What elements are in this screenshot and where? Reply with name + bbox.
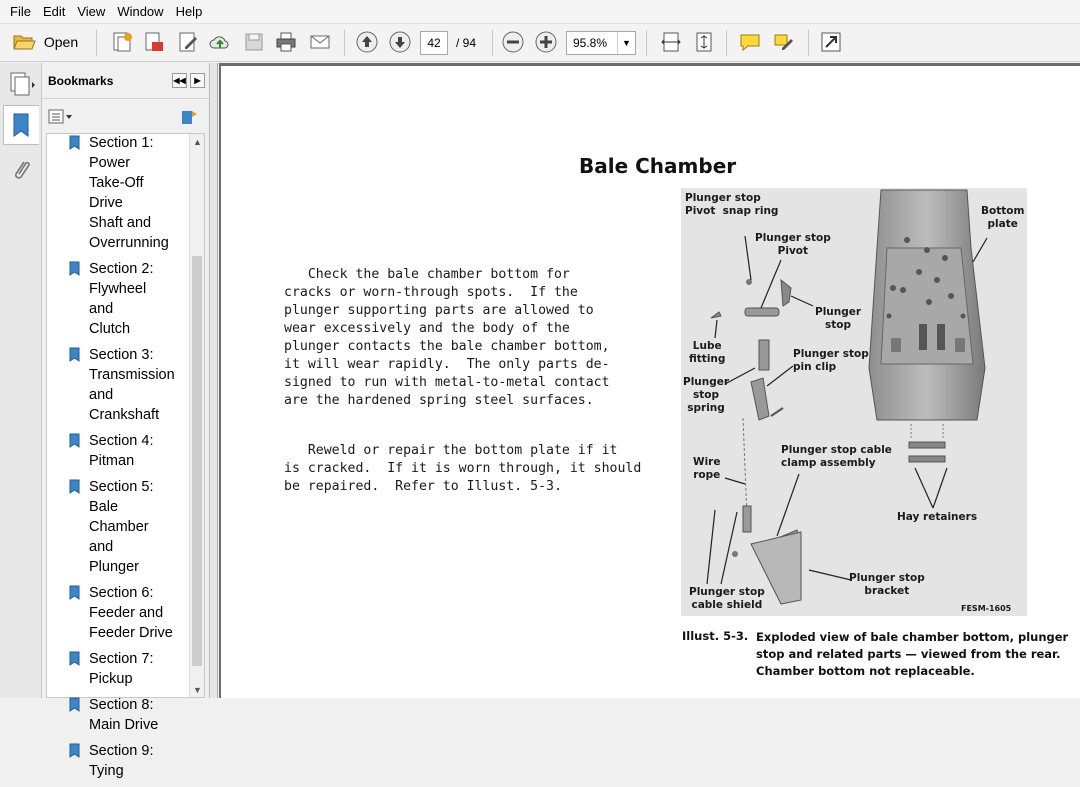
bookmark-list: [46, 133, 205, 779]
comment-button[interactable]: [736, 29, 764, 55]
label-bottom-plate: Bottom plate: [981, 205, 1025, 230]
zoom-in-button[interactable]: [532, 29, 560, 55]
bookmark-icon: [69, 347, 81, 362]
plus-circle-icon: [534, 30, 558, 54]
menu-edit[interactable]: Edit: [42, 4, 66, 19]
bookmark-item[interactable]: [47, 741, 190, 781]
edit-button[interactable]: [174, 29, 202, 55]
page-number-input[interactable]: 42: [420, 31, 448, 55]
save-button[interactable]: [240, 29, 268, 55]
bookmark-item[interactable]: [47, 695, 190, 735]
label-plunger-stop: Plunger stop: [815, 306, 862, 331]
document-page: [221, 66, 1080, 698]
bookmark-label: Section 3: Transmission and Crankshaft: [89, 347, 175, 423]
panel-splitter[interactable]: [210, 63, 218, 698]
bookmark-icon: [69, 697, 81, 712]
save-disk-icon: [242, 30, 266, 54]
expand-bookmark-icon[interactable]: [180, 108, 200, 126]
label-cable-shield: Plunger stop cable shield: [689, 586, 765, 611]
scroll-down-icon[interactable]: ▼: [193, 685, 202, 695]
speech-bubble-icon: [738, 30, 762, 54]
exploded-view-illustration: [681, 188, 1027, 616]
edit-pencil-icon: [176, 30, 200, 54]
previous-page-button[interactable]: [353, 29, 381, 55]
toolbar: [0, 24, 1080, 62]
bookmark-icon: [69, 651, 81, 666]
bookmark-label: Section 6: Feeder and Feeder Drive: [89, 585, 173, 641]
zoom-level-select[interactable]: [566, 31, 636, 55]
create-pdf-icon: [110, 30, 134, 54]
pdf-export-button[interactable]: [140, 29, 168, 55]
bookmark-scrollbar[interactable]: [189, 134, 204, 697]
toolbar-separator: [344, 30, 345, 56]
close-panel-button[interactable]: ▶: [190, 73, 205, 88]
label-snap-ring: Plunger stop Pivot snap ring: [685, 192, 779, 217]
bale-chamber-drawing: [681, 188, 1027, 616]
document-view: [219, 63, 1080, 698]
zoom-out-button[interactable]: [499, 29, 527, 55]
arrow-down-circle-icon: [388, 30, 412, 54]
next-page-button[interactable]: [386, 29, 414, 55]
menu-help[interactable]: Help: [175, 4, 203, 19]
bookmarks-tab-button[interactable]: [3, 105, 39, 145]
page-total: / 94: [456, 36, 477, 50]
label-cable-clamp: Plunger stop cable clamp assembly: [781, 444, 892, 469]
page-thumbnails-button[interactable]: [8, 69, 36, 99]
print-button[interactable]: [272, 29, 300, 55]
bookmark-ribbon-icon: [4, 106, 38, 144]
figure-code: FESM-1605: [961, 604, 1012, 613]
label-pin-clip: Plunger stop pin clip: [793, 348, 869, 373]
figure-caption: Exploded view of bale chamber bottom, plunger stop and related parts — viewed from the rear. Chamber bottom not replaceable.: [756, 630, 1069, 678]
highlight-button[interactable]: [770, 29, 798, 55]
zoom-level-value: 95.8%: [573, 36, 608, 50]
page-title: Bale Chamber: [579, 154, 737, 178]
bookmark-label: Section 8: Main Drive: [89, 697, 159, 733]
toolbar-separator: [726, 30, 727, 56]
expand-icon: [819, 30, 843, 54]
label-wire-rope: Wire rope: [693, 456, 721, 481]
bookmark-icon: [69, 433, 81, 448]
menu-bar: [0, 0, 1080, 24]
caption-number: Illust. 5-3.: [682, 629, 749, 643]
collapse-panel-button[interactable]: ◀◀: [172, 73, 187, 88]
bookmark-label: Section 9: Tying: [89, 743, 154, 779]
toolbar-separator: [96, 30, 97, 56]
navigation-rail: [0, 63, 42, 698]
open-button[interactable]: [6, 29, 84, 55]
bookmark-item[interactable]: [47, 259, 190, 339]
bookmarks-title: Bookmarks: [48, 73, 114, 88]
bookmark-item[interactable]: [47, 431, 190, 471]
upload-button[interactable]: [206, 29, 234, 55]
fit-width-button[interactable]: [657, 29, 685, 55]
fit-page-icon: [692, 30, 716, 54]
bookmarks-toolbar: [42, 103, 210, 131]
toolbar-separator: [646, 30, 647, 56]
bookmark-item[interactable]: [47, 477, 190, 577]
highlighter-icon: [772, 30, 796, 54]
fit-page-button[interactable]: [690, 29, 718, 55]
fit-width-icon: [659, 30, 683, 54]
bookmark-icon: [69, 479, 81, 494]
open-label: Open: [43, 34, 79, 50]
bookmark-icon: [69, 743, 81, 758]
scroll-up-icon[interactable]: ▲: [193, 137, 202, 147]
bookmark-label: Section 2: Flywheel and Clutch: [89, 261, 154, 337]
create-button[interactable]: [108, 29, 136, 55]
toolbar-separator: [492, 30, 493, 56]
bookmark-icon: [69, 135, 81, 150]
bookmark-item[interactable]: [47, 133, 190, 253]
attachments-button[interactable]: [9, 155, 33, 185]
envelope-icon: [308, 30, 332, 54]
cloud-upload-icon: [208, 30, 232, 54]
bookmark-item[interactable]: [47, 583, 190, 643]
printer-icon: [274, 30, 298, 54]
minus-circle-icon: [501, 30, 525, 54]
paperclip-icon: [9, 155, 33, 185]
scrollbar-thumb[interactable]: [192, 256, 202, 666]
arrow-up-circle-icon: [355, 30, 379, 54]
label-hay-retainers: Hay retainers: [897, 511, 978, 523]
email-button[interactable]: [306, 29, 334, 55]
bookmark-icon: [69, 261, 81, 276]
options-menu-icon[interactable]: [48, 109, 74, 125]
bookmark-label: Section 4: Pitman: [89, 433, 154, 469]
label-lube-fitting: Lube fitting: [689, 340, 726, 365]
pdf-document-icon: [142, 30, 166, 54]
bookmark-item[interactable]: [47, 345, 190, 425]
label-stop-spring: Plunger stop spring: [683, 376, 730, 414]
bookmark-icon: [69, 585, 81, 600]
bookmark-item[interactable]: [47, 649, 190, 689]
menu-window[interactable]: Window: [117, 4, 164, 19]
pages-icon: [8, 69, 36, 99]
label-stop-bracket: Plunger stop bracket: [849, 572, 925, 597]
label-pivot: Plunger stop Pivot: [755, 232, 831, 257]
menu-file[interactable]: File: [10, 4, 31, 19]
bookmark-label: Section 7: Pickup: [89, 651, 154, 687]
bookmarks-panel: [42, 63, 210, 779]
body-paragraph: Reweld or repair the bottom plate if it is cracked. If it is worn through, it should be repaired. Refer to Illust. 5-3.: [284, 443, 642, 494]
body-paragraph: Check the bale chamber bottom for cracks or worn-through spots. If the plunger supporting parts are allowed to wear excessively and the body of the plunger contacts the bale chamber bottom, it will wear rapidly. The only parts de- signed to run with metal-to-metal contact are the hardened spring steel surfaces.: [284, 267, 610, 408]
folder-open-icon: [12, 30, 36, 54]
bookmark-label: Section 1: Power Take-Off Drive Shaft and Overrunning: [89, 135, 169, 251]
bookmarks-header: [42, 63, 209, 99]
toolbar-separator: [808, 30, 809, 56]
full-screen-button[interactable]: [817, 29, 845, 55]
menu-view[interactable]: View: [77, 4, 106, 19]
chevron-down-icon: ▼: [617, 32, 635, 54]
bookmark-label: Section 5: Bale Chamber and Plunger: [89, 479, 154, 575]
